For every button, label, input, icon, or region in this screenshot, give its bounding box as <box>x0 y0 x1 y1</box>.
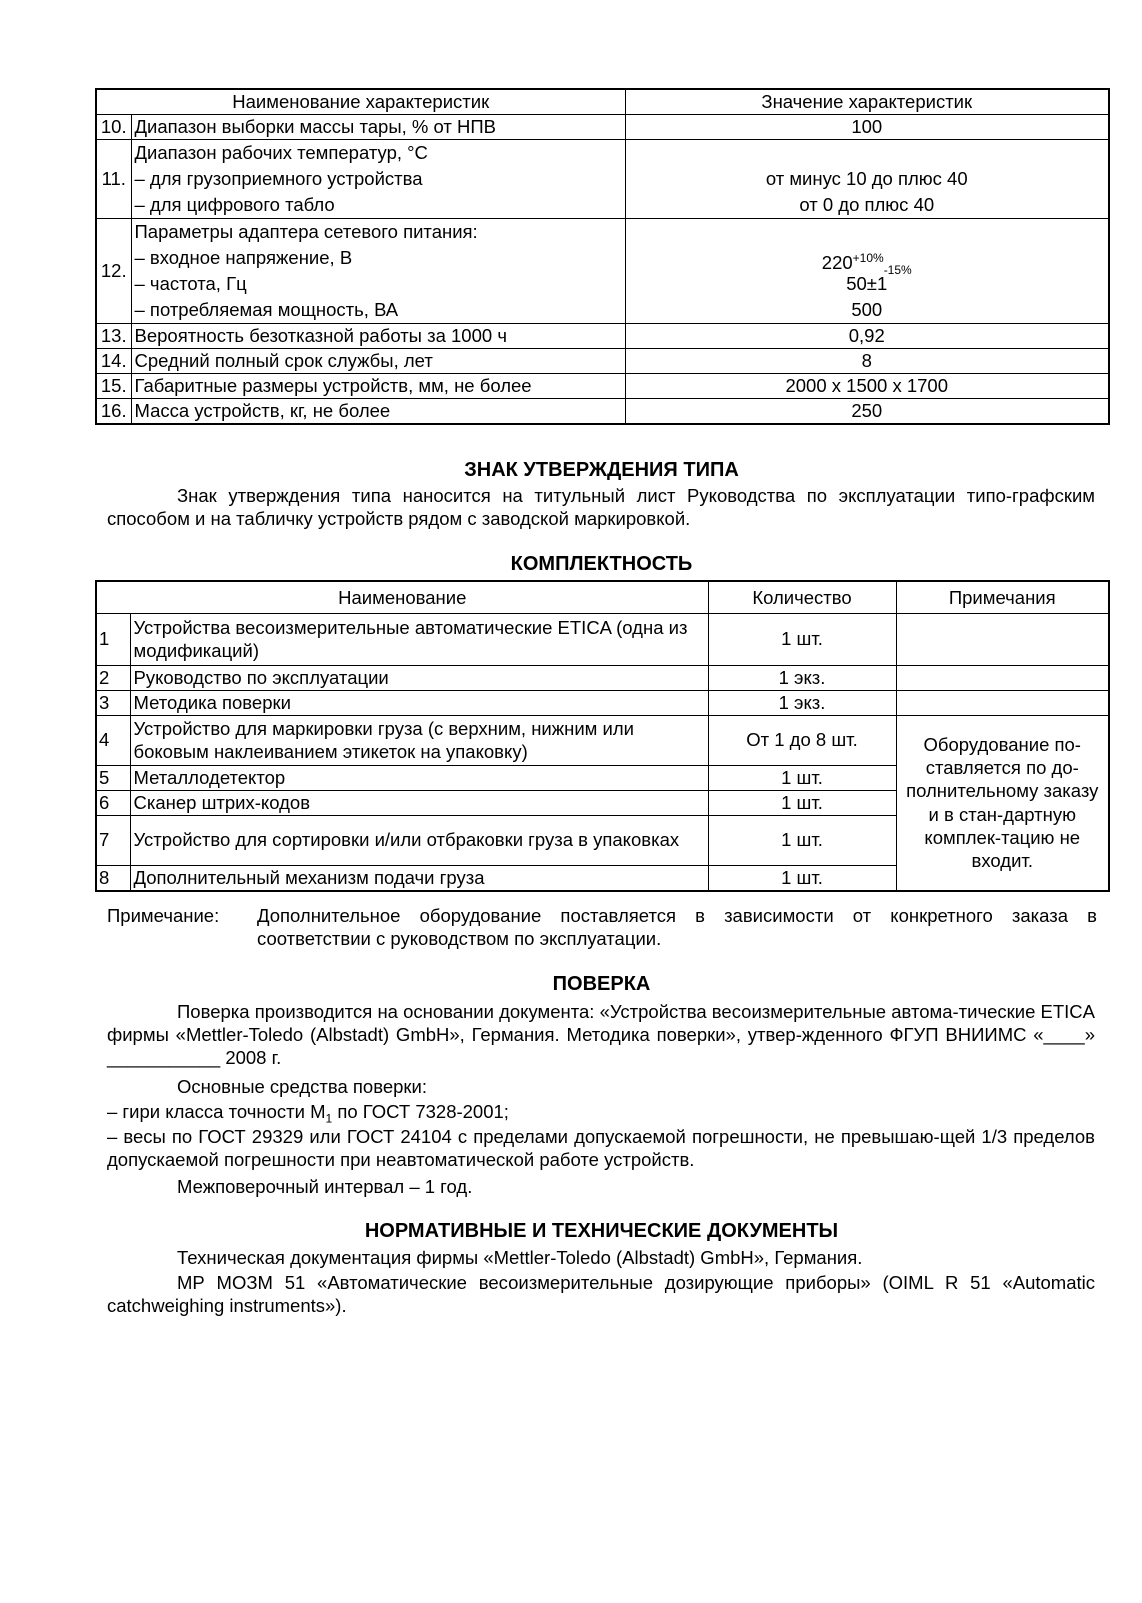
row-number: 5 <box>96 765 130 790</box>
row-name: Руководство по эксплуатации <box>130 665 708 690</box>
row-note <box>896 690 1109 715</box>
row-number: 6 <box>96 790 130 815</box>
row-number: 2 <box>96 665 130 690</box>
documents-heading: НОРМАТИВНЫЕ И ТЕХНИЧЕСКИЕ ДОКУМЕНТЫ <box>364 1220 839 1242</box>
voltage-tolerance-plus: +10% <box>852 251 884 265</box>
voltage-value <box>629 245 1106 277</box>
row-name <box>131 219 625 324</box>
table-row <box>96 219 1109 324</box>
table-row <box>96 613 1109 665</box>
row-name-line: Диапазон рабочих температур, °С <box>134 142 428 163</box>
row-value: 2000 x 1500 x 1700 <box>625 374 1109 399</box>
verification-heading: ПОВЕРКА <box>552 973 651 995</box>
row-value-line: от минус 10 до плюс 40 <box>765 168 968 189</box>
row-value-line <box>629 219 1106 245</box>
completeness-heading: КОМПЛЕКТНОСТЬ <box>510 553 693 575</box>
row-quantity: 1 шт. <box>708 815 896 865</box>
row-name-line: – потребляемая мощность, ВА <box>134 299 399 320</box>
row-name-line: – для цифрового табло <box>134 194 335 215</box>
table-row <box>96 115 1109 140</box>
row-name-line: Параметры адаптера сетевого питания: <box>134 221 478 242</box>
type-sign-text: Знак утверждения типа наносится на титульный лист Руководства по эксплуатации типо-графским способом и на табличку устройств рядом с заводской маркировкой. <box>107 485 1095 530</box>
verification-text: Поверка производится на основании документа: «Устройства весоизмерительные автома-тические ETICA фирмы «Mettler-Toledo (Albstadt) GmbH», Германия. Методика поверки», утвер-жденного ФГУП ВНИИМС «____» ___________ 2008 г. <box>107 1001 1095 1069</box>
row-number: 1 <box>96 613 130 665</box>
row-number: 3 <box>96 690 130 715</box>
row-value: 8 <box>625 349 1109 374</box>
verification-bullet-weights: – гири класса точности $M_1$ по ГОСТ 7328-2001; <box>107 1101 509 1126</box>
header-quantity: Количество <box>708 581 896 613</box>
row-quantity: 1 шт. <box>708 613 896 665</box>
row-name: Устройства весоизмерительные автоматические ETICA (одна из модификаций) <box>130 613 708 665</box>
verification-means: Основные средства поверки: <box>177 1076 427 1097</box>
header-notes: Примечания <box>896 581 1109 613</box>
row-number: 13. <box>96 324 131 349</box>
specs-header-row <box>96 89 1109 115</box>
row-number: 11. <box>96 140 131 219</box>
row-value-line: 50±1 <box>846 273 888 294</box>
row-number: 4 <box>96 715 130 765</box>
specs-header-value: Значение характеристик <box>625 89 1109 115</box>
row-value-line: 500 <box>851 299 883 320</box>
table-row <box>96 690 1109 715</box>
row-name: Металлодетектор <box>130 765 708 790</box>
row-name: Средний полный срок службы, лет <box>131 349 625 374</box>
merged-note: Оборудование по-ставляется по до-полнительному заказу и в стан-дартную комплек-тацию не входит. <box>896 715 1109 891</box>
voltage-tolerance-minus: -15% <box>883 262 912 277</box>
row-name-line: – частота, Гц <box>134 273 247 294</box>
row-name: Габаритные размеры устройств, мм, не более <box>131 374 625 399</box>
row-value <box>625 219 1109 324</box>
row-name: Устройство для сортировки и/или отбраковки груза в упаковках <box>130 815 708 865</box>
table-row <box>96 140 1109 219</box>
completeness-note <box>107 904 1097 950</box>
row-number: 7 <box>96 815 130 865</box>
table-row <box>96 665 1109 690</box>
row-number: 15. <box>96 374 131 399</box>
row-value-line <box>629 140 1106 166</box>
row-number: 8 <box>96 865 130 891</box>
row-number: 12. <box>96 219 131 324</box>
row-value-line: от 0 до плюс 40 <box>799 194 935 215</box>
row-name: Сканер штрих-кодов <box>130 790 708 815</box>
completeness-table <box>95 580 1110 892</box>
row-quantity: 1 шт. <box>708 765 896 790</box>
specs-header-name: Наименование характеристик <box>96 89 625 115</box>
row-number: 14. <box>96 349 131 374</box>
row-note <box>896 613 1109 665</box>
type-sign-heading: ЗНАК УТВЕРЖДЕНИЯ ТИПА <box>464 459 739 481</box>
verification-bullet-scales: – весы по ГОСТ 29329 или ГОСТ 24104 с пределами допускаемой погрешности, не превышаю-щей 1/3 пределов допускаемой погрешности при неавтоматической работе устройств. <box>107 1126 1095 1171</box>
row-number: 16. <box>96 399 131 425</box>
verification-interval: Межповерочный интервал – 1 год. <box>177 1176 473 1197</box>
documents-text-1: Техническая документация фирмы «Mettler-Toledo (Albstadt) GmbH», Германия. <box>177 1247 863 1268</box>
note-text: Дополнительное оборудование поставляется в зависимости от конкретного заказа в соответствии с руководством по эксплуатации. <box>257 905 1097 950</box>
table-row <box>96 399 1109 425</box>
row-name-line: – входное напряжение, В <box>134 247 353 268</box>
table-row <box>96 324 1109 349</box>
row-quantity: 1 экз. <box>708 690 896 715</box>
header-name: Наименование <box>96 581 708 613</box>
row-quantity: 1 экз. <box>708 665 896 690</box>
table-row <box>96 715 1109 765</box>
row-name: Диапазон выборки массы тары, % от НПВ <box>131 115 625 140</box>
row-quantity: 1 шт. <box>708 790 896 815</box>
table-row <box>96 374 1109 399</box>
row-quantity: От 1 до 8 шт. <box>708 715 896 765</box>
row-name: Вероятность безотказной работы за 1000 ч <box>131 324 625 349</box>
specs-table <box>95 88 1110 425</box>
voltage-base: 220 <box>821 252 853 274</box>
row-name: Методика поверки <box>130 690 708 715</box>
row-name <box>131 140 625 219</box>
row-value <box>625 140 1109 219</box>
row-value: 250 <box>625 399 1109 425</box>
row-note <box>896 665 1109 690</box>
documents-text-2: МР МОЗМ 51 «Автоматические весоизмерительные дозирующие приборы» (OIML R 51 «Automatic catchweighing instruments»). <box>107 1272 1095 1317</box>
row-number: 10. <box>96 115 131 140</box>
row-name-line: – для грузоприемного устройства <box>134 168 423 189</box>
table-row <box>96 349 1109 374</box>
note-label: Примечание: <box>107 905 220 926</box>
completeness-header-row <box>96 581 1109 613</box>
row-quantity: 1 шт. <box>708 865 896 891</box>
row-name: Дополнительный механизм подачи груза <box>130 865 708 891</box>
row-name: Устройство для маркировки груза (с верхним, нижним или боковым наклеиванием этикеток на упаковку) <box>130 715 708 765</box>
row-value: 0,92 <box>625 324 1109 349</box>
row-name: Масса устройств, кг, не более <box>131 399 625 425</box>
row-value: 100 <box>625 115 1109 140</box>
